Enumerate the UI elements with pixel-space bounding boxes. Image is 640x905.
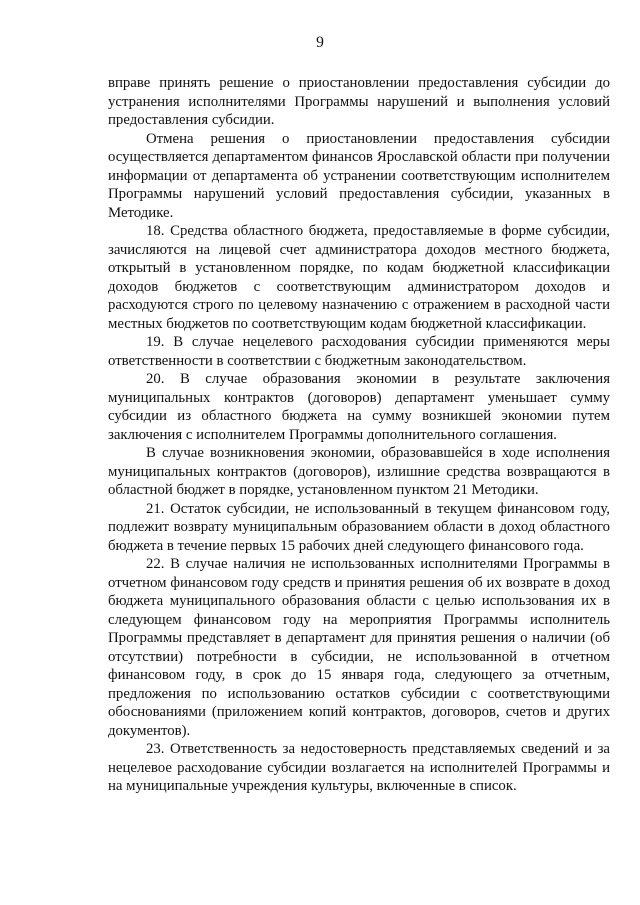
paragraph-20-economy: В случае возникновения экономии, образовавшейся в ходе исполнения муниципальных контрактов (договоров), излишние средства возвращаются в областной бюджет в порядке, установленном пунктом 21 Методики. bbox=[108, 445, 610, 498]
paragraph-23: 23. Ответственность за недостоверность представляемых сведений и за нецелевое расходование субсидии возлагается на исполнителей Программы и на муниципальные учреждения культуры, включенные в список. bbox=[108, 741, 610, 794]
paragraph-22: 22. В случае наличия не использованных исполнителями Программы в отчетном финансовом году средств и принятия решения об их возврате в доход бюджета муниципального образования области с целью использования их в следующем финансовом году на мероприятия Программы исполнитель Программы представляет в департамент для принятия решения о наличии (об отсутствии) потребности в субсидии, не использованной в отчетном финансовом году, в срок до 15 января года, следующего за отчетным, предложения по использованию остатков субсидии с соответствующими обоснованиями (приложением копий контрактов, договоров, счетов и других документов). bbox=[108, 556, 610, 739]
paragraph-18: 18. Средства областного бюджета, предоставляемые в форме субсидии, зачисляются на лицевой счет администратора доходов местного бюджета, открытый в установленном порядке, по кодам бюджетной классификации доходов бюджетов с соответствующим администратором доходов и расходуются строго по целевому назначению с отражением в расходной части местных бюджетов по соответствующим кодам бюджетной классификации. bbox=[108, 223, 610, 332]
paragraph-20: 20. В случае образования экономии в результате заключения муниципальных контрактов (договоров) департамент уменьшает сумму субсидии из областного бюджета на сумму возникшей экономии путем заключения с исполнителем Программы дополнительного соглашения. bbox=[108, 371, 610, 443]
document-body bbox=[108, 74, 610, 796]
paragraph-cancellation: Отмена решения о приостановлении предоставления субсидии осуществляется департаментом финансов Ярославской области при получении информации от департамента об устранении соответствующим исполнителем Программы нарушений условий предоставления субсидии, указанных в Методике. bbox=[108, 130, 610, 221]
paragraph-19: 19. В случае нецелевого расходования субсидии применяются меры ответственности в соответствии с бюджетным законодательством. bbox=[108, 334, 610, 369]
paragraph-21: 21. Остаток субсидии, не использованный в текущем финансовом году, подлежит возврату муниципальным образованием области в доход областного бюджета в течение первых 15 рабочих дней следующего финансового года. bbox=[108, 500, 610, 554]
paragraph-continuation: вправе принять решение о приостановлении предоставления субсидии до устранения исполнителями Программы нарушений и выполнения условий предоставления субсидии. bbox=[108, 75, 610, 128]
page-number: 9 bbox=[316, 34, 324, 51]
